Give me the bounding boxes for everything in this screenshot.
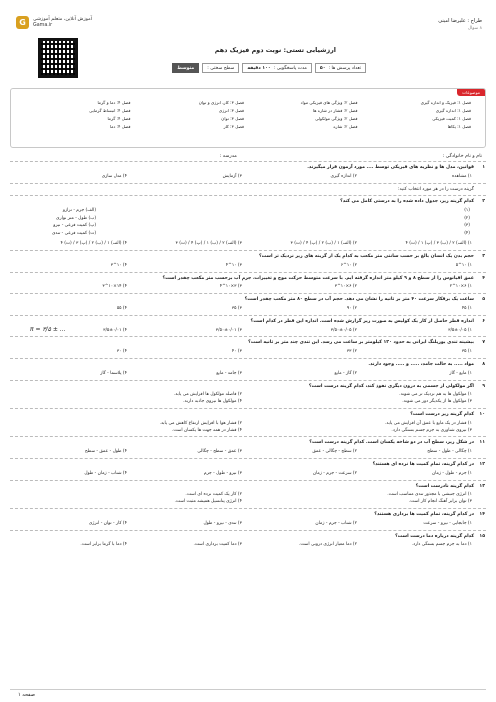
- qr-code-icon: [38, 38, 78, 78]
- answer-option[interactable]: ۲) گاز - مایع: [334, 370, 357, 376]
- question-block: [10, 436, 486, 458]
- answer-option[interactable]: ۱) ۱۰^۵: [455, 262, 472, 268]
- question-number: ۱۵: [479, 533, 485, 539]
- answer-option[interactable]: ۴) ۳/۵±۰/۰۱: [103, 327, 127, 333]
- answer-option[interactable]: ۳) نیرو - طول - جرم: [203, 470, 242, 476]
- question-text: گزینه درست را در هر مورد انتخاب کنید:: [397, 186, 474, 192]
- answer-option[interactable]: ۲) فشار هوا با افزایش ارتفاع کاهش می یابد.: [159, 420, 242, 426]
- question-text: قوانین، مدل ها و نظریه های فیزیکی توسط .... مورد آزمون قرار میگیرند.: [307, 165, 474, 170]
- question-block: [10, 408, 486, 436]
- topics-tag: موضوعات: [457, 89, 485, 96]
- question-block: [10, 380, 486, 408]
- table-cell: (۱): [464, 208, 470, 214]
- question-block: [10, 293, 486, 315]
- page-number: صفحه ۱: [18, 692, 35, 698]
- topic-item: فصل ۱: کمیت فیزیکی: [432, 116, 471, 121]
- answer-option[interactable]: ۴) مولکول ها نیروی جاذبه دارند.: [183, 399, 242, 405]
- header: [10, 6, 486, 88]
- topic-item: فصل ۳: کار: [223, 124, 244, 129]
- answer-options: [12, 325, 484, 335]
- answer-option[interactable]: ۴) ۱۰^۳: [110, 262, 127, 268]
- question-text: عمق اقیانوس را از سطح ۸ و ۹ کیلو متر اندازه گرفته ایم. با سرعت متوسط حرکت موج و تغییرات، جرم آب برحسب متر مکعب چقدر است؟: [162, 275, 474, 281]
- topic-item: فصل ۴: دما و گرما: [97, 100, 131, 105]
- answer-option[interactable]: ۳) ۱۰^۴: [225, 262, 242, 268]
- topic-item: فصل ۳: توان: [221, 116, 244, 121]
- question-number: ۱۴: [479, 511, 485, 517]
- answer-options: [12, 241, 484, 248]
- answer-options: [12, 371, 484, 378]
- question-block: [10, 315, 486, 337]
- question-text: کدام گزینه درباره دما درست است؟: [395, 533, 474, 539]
- answer-option[interactable]: ۴) (الف) ۱ / (ب) ۲ / (پ) ۳ / (ت) ۴: [60, 241, 127, 247]
- question-text: مواد ..... به حالت جامد، ..... و ..... وجود دارند.: [368, 361, 474, 367]
- answer-option[interactable]: ۳) عمق - سطح - چگالی: [197, 449, 242, 455]
- answer-option[interactable]: ۲) ۳/۵۰±۰/۰۵: [330, 327, 357, 333]
- answer-options: [12, 263, 484, 270]
- answer-option[interactable]: ۱) جابجایی - نیرو - سرعت: [423, 520, 472, 526]
- question-number: ۸: [482, 361, 485, 367]
- answer-option[interactable]: ۳) توان برابر آهنگ انجام کار است.: [408, 499, 472, 505]
- table-cell: (الف) جرم - ترازو: [62, 208, 97, 214]
- question-number: ۱۲: [479, 461, 485, 467]
- designer-info: [438, 18, 482, 32]
- answer-option[interactable]: ۴) کار - توان - انرژی: [88, 520, 127, 526]
- question-number: ۶: [482, 318, 485, 324]
- answer-option[interactable]: ۳) تندی - نیرو - طول: [203, 520, 242, 526]
- answer-option[interactable]: ۱) مایع - گاز: [449, 370, 472, 376]
- question-block: [10, 458, 486, 480]
- question-number: ۴: [482, 275, 485, 281]
- question-block: [10, 250, 486, 272]
- answer-option[interactable]: ۴) مدل سازی: [101, 173, 127, 179]
- answer-option[interactable]: ۱) ۶×۱۰^۲: [449, 284, 472, 290]
- answer-option[interactable]: ۴) طول - عمق - سطح: [84, 449, 127, 455]
- answer-options: [12, 421, 484, 435]
- answer-option[interactable]: ۲) فاصله مولکول ها افزایش می یابد.: [173, 392, 242, 398]
- answer-options: [12, 174, 484, 181]
- question-formula: π = ۳/۵ ± ...: [30, 325, 66, 333]
- question-text: بیشینه تندی یوزپلنگ ایرانی به حدود ۱۲۰ کیلومتر بر ساعت می رسد. این تندی چند متر بر ثانیه است؟: [248, 340, 474, 346]
- answer-option[interactable]: ۴) پلاسما - گاز: [100, 370, 127, 376]
- page-title: ارزشیابی تستی: نوبت دوم فیزیک دهم: [214, 46, 336, 54]
- question-number: ۱: [482, 165, 485, 170]
- answer-options: [12, 471, 484, 478]
- answer-option[interactable]: ۳) ۳۵: [231, 305, 242, 311]
- topic-item: فصل ۴: دما: [109, 124, 131, 129]
- answer-options: [12, 284, 484, 291]
- table-cell: (۳): [464, 223, 470, 229]
- topic-item: فصل ۲: ویژگی مولکولی: [315, 116, 358, 121]
- info-difficulty-value: متوسط: [172, 63, 199, 73]
- info-duration: مدت پاسخگویی : ۱۰۰ دقیقه: [242, 63, 312, 73]
- info-difficulty: سطح سختی :: [202, 63, 239, 73]
- question-number: ۹: [482, 383, 485, 389]
- brand-logo[interactable]: [16, 16, 92, 29]
- answer-options: [12, 492, 484, 506]
- table-cell: (پ) کمیت فرعی - نیرو: [53, 223, 97, 229]
- answer-option[interactable]: ۲) ۱۰^۶: [340, 262, 357, 268]
- question-number: ۷: [482, 340, 485, 346]
- question-text: اگر مولکولی از جسمی به درون دیگری نفوذ کند، کدام گزینه درست است؟: [308, 383, 474, 389]
- answer-option[interactable]: ۴) انرژی پتانسیل همیشه مثبت است.: [174, 499, 242, 505]
- topic-item: فصل ۴: گرما: [107, 116, 131, 121]
- answer-options: [12, 349, 484, 356]
- question-number: ۱۳: [479, 483, 485, 489]
- answer-options: [12, 449, 484, 456]
- answer-option[interactable]: ۱) فشار در یک مایع با عمق آن افزایش می یابد.: [384, 420, 472, 426]
- exam-info-bar: [172, 63, 366, 73]
- name-field-label: نام و نام خانوادگی :: [442, 154, 482, 159]
- answer-option[interactable]: ۴) ۳۰: [116, 349, 127, 355]
- designer-sub: ۸ سوال: [467, 26, 482, 31]
- answer-option[interactable]: ۱) ۳/۵±۰/۰۵: [448, 327, 472, 333]
- question-block: [10, 336, 486, 358]
- answer-option[interactable]: ۳) نیروی شناوری به جرم جسم بستگی دارد.: [391, 427, 472, 433]
- brand-text: [33, 17, 92, 29]
- question-block: [10, 183, 486, 196]
- answer-option[interactable]: ۱) انرژی جنبشی با مجذور تندی متناسب است.: [387, 492, 472, 498]
- question-text: حجم بدن یک انسان بالغ بر حسب سانتی متر مکعب به کدام یک از گزینه های زیر نزدیک تر است؟: [259, 253, 474, 259]
- brand-name: آموزش آنلاین، متعلم آموزشی: [33, 16, 93, 22]
- question-text: در کدام گزینه، تمام کمیت ها نرده ای هستند؟: [372, 461, 474, 467]
- answer-option[interactable]: ۳) آزمایش: [222, 173, 242, 179]
- question-text: کدام گزینه زیر، جدول داده شده را به درستی کامل می کند؟: [340, 199, 474, 205]
- answer-option[interactable]: ۳) ۳/۵۰±۰/۰۱: [215, 327, 242, 333]
- question-text: اندازه قطر حاصل از کار یک کولیس به صورت زیر گزارش شده است. اندازه این قطر در کدام است؟: [250, 318, 474, 324]
- answer-option[interactable]: ۱) ۴۵: [461, 305, 472, 311]
- name-bar: [10, 148, 486, 161]
- question-block: [10, 508, 486, 530]
- answer-options: [12, 542, 484, 549]
- question-block: [10, 530, 486, 552]
- topics-grid: [17, 99, 479, 130]
- answer-option[interactable]: ۱) چگالی - طول - سطح: [427, 449, 472, 455]
- info-question-count: تعداد پرسش ها : ۵۰: [315, 63, 366, 73]
- topic-item: فصل ۲: ویژگی های فیزیکی مواد: [300, 100, 358, 105]
- answer-option[interactable]: ۳) (الف) ۲ / (ب) ۱ / (پ) ۴ / (ت) ۳: [175, 241, 242, 247]
- answer-option[interactable]: ۴) شتاب - زمان - طول: [84, 470, 127, 476]
- question-block: [10, 161, 486, 183]
- question-number: [476, 187, 485, 194]
- question-block: [10, 480, 486, 508]
- answer-option[interactable]: ۳) ۴۰: [231, 349, 242, 355]
- answer-option[interactable]: ۴) فشار در همه جهت ها یکسان است.: [171, 427, 242, 433]
- school-field-label: مدرسه :: [219, 154, 237, 159]
- answer-option[interactable]: ۲) ۳۳: [346, 349, 357, 355]
- question-text: در کدام گزینه، تمام کمیت ها برداری هستند؟: [374, 511, 474, 517]
- answer-option[interactable]: ۳) دما کمیت برداری است.: [193, 542, 242, 548]
- answer-option[interactable]: ۴) ۱۴×۱۰^۳: [102, 284, 127, 290]
- topic-item: فصل ۲: فشار در شاره ها: [312, 108, 358, 113]
- question-number: ۲: [482, 199, 485, 205]
- question-number: ۳: [482, 253, 485, 259]
- answer-option[interactable]: ۱) دما به جرم جسم بستگی دارد.: [411, 542, 472, 548]
- answer-option[interactable]: ۲) اندازه گیری: [330, 173, 357, 179]
- topic-item: فصل ۱: یکاها: [447, 124, 471, 129]
- table-cell: (ت) کمیت فرعی - تندی: [52, 230, 97, 236]
- answer-option[interactable]: ۲) شتاب - جرم - زمان: [315, 520, 357, 526]
- answer-option[interactable]: ۴) ۵۵: [116, 305, 127, 311]
- answer-option[interactable]: ۲) (الف) ۱ / (ب) ۲ / (پ) ۴ / (ت) ۳: [290, 241, 357, 247]
- answer-option[interactable]: ۱) جرم - طول - زمان: [431, 470, 472, 476]
- question-number: ۱۰: [479, 411, 485, 417]
- brand-url: Gama.ir: [33, 22, 53, 28]
- topics-box: [10, 88, 486, 148]
- answer-options: [12, 521, 484, 528]
- topic-item: فصل ۱: اندازه گیری: [435, 108, 471, 113]
- question-number: ۵: [482, 297, 485, 303]
- answer-option[interactable]: ۳) ۳×۱۰^۴: [219, 284, 242, 290]
- question-text: کدام گزینه نادرست است؟: [415, 483, 474, 489]
- answer-option[interactable]: ۱) مشاهده: [452, 173, 472, 179]
- answer-option[interactable]: ۱) (الف) ۲ / (ب) ۳ / (پ) ۱ / (ت) ۴: [405, 241, 472, 247]
- answer-option[interactable]: ۲) سرعت - جرم - زمان: [312, 470, 357, 476]
- topic-item: فصل ۱: فیزیک و اندازه گیری: [420, 100, 471, 105]
- answer-option[interactable]: ۲) ۶×۱۰^۳: [334, 284, 357, 290]
- table-cell: (۲): [464, 215, 470, 221]
- table-cell: (ب) طول - متر نواری: [56, 215, 97, 221]
- topic-item: فصل ۳: کار، انرژی و توان: [198, 100, 244, 105]
- question-block: [10, 272, 486, 294]
- question-block: [10, 358, 486, 380]
- answer-option[interactable]: ۳) جامد - مایع: [216, 370, 242, 376]
- answer-option[interactable]: ۳) مولکول ها از یکدیگر دور می شوند.: [402, 399, 472, 405]
- page-footer: [10, 689, 486, 698]
- answer-option[interactable]: ۲) کار یک کمیت نرده ای است.: [185, 492, 242, 498]
- answer-options: [12, 392, 484, 406]
- answer-options: [12, 306, 484, 313]
- answer-option[interactable]: ۴) دما با گرما برابر است.: [80, 542, 127, 548]
- answer-option[interactable]: ۲) دما معیار انرژی درونی است.: [298, 542, 357, 548]
- answer-option[interactable]: ۲) سطح - چگالی - عمق: [312, 449, 357, 455]
- questions-list: [10, 161, 486, 551]
- logo-icon: G: [16, 16, 29, 29]
- matching-table: [12, 206, 484, 239]
- answer-option[interactable]: ۲) ۹۰: [346, 305, 357, 311]
- answer-option[interactable]: ۱) ۳۵: [461, 349, 472, 355]
- table-cell: (۴): [464, 230, 470, 236]
- topic-item: فصل ۴: انبساط گرمایی: [89, 108, 131, 113]
- question-number: ۱۱: [479, 440, 485, 446]
- question-text: در شکل زیر، سطح آب در دو شاخه یکسان است. کدام گزینه درست است؟: [309, 440, 474, 446]
- topic-item: فصل ۲: شاره: [333, 124, 358, 129]
- designer-label: طراح : علیرضا امینی: [438, 18, 482, 24]
- question-block: [10, 195, 486, 250]
- topic-item: فصل ۳: انرژی: [218, 108, 244, 113]
- question-text: کدام گزینه زیر درست است؟: [410, 411, 474, 417]
- question-text: ساعت یک برقکار سرعت ۴۰ متر بر ثانیه را نشان می دهد. حجم آب در سطح ۸۰ متر مکعب چقدر است؟: [244, 297, 474, 303]
- answer-option[interactable]: ۱) مولکول ها به هم نزدیک تر می شوند.: [399, 392, 472, 398]
